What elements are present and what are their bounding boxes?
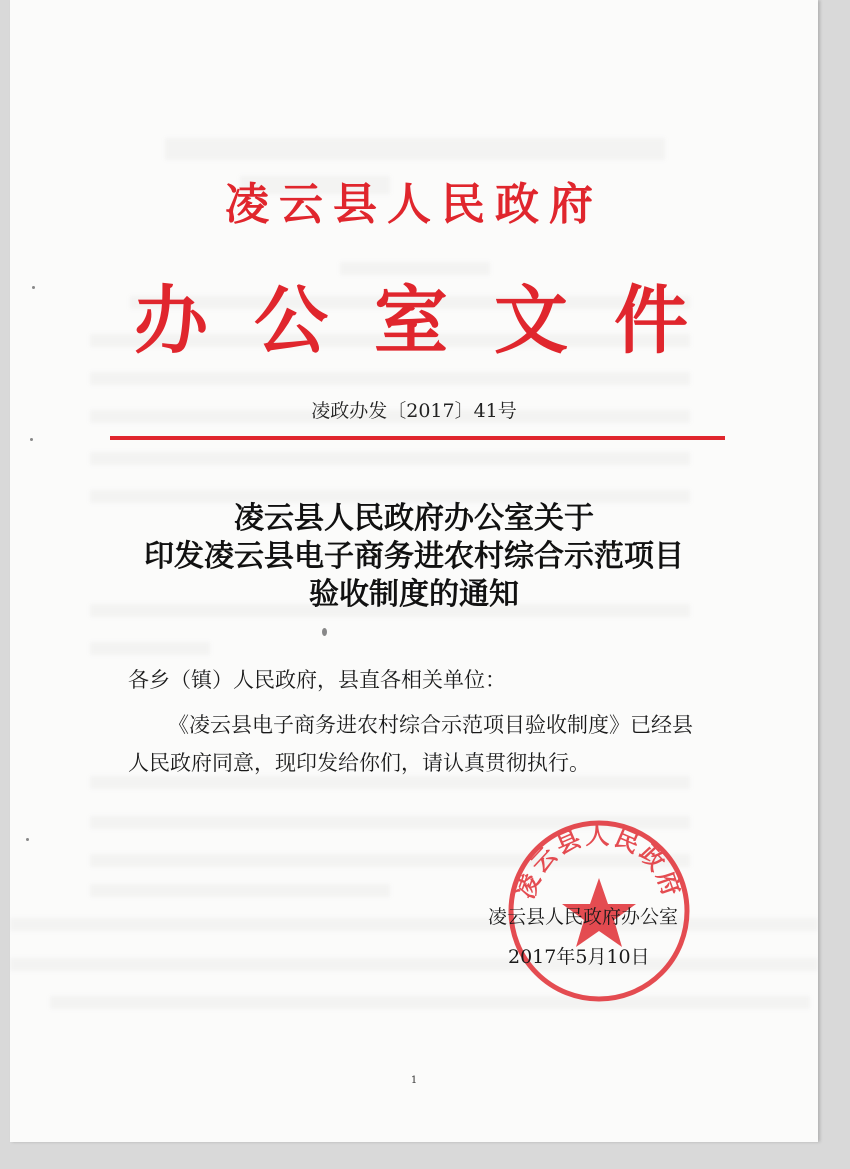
- issue-date: 2017年5月10日: [508, 946, 650, 968]
- scan-speck: [30, 438, 33, 441]
- document-number: 凌政办发〔2017〕41号: [311, 400, 517, 422]
- document-title: [10, 500, 818, 614]
- scan-speck: [322, 628, 327, 636]
- svg-text:凌云县人民政府: 凌云县人民政府: [510, 820, 688, 903]
- issuing-authority-header: 凌云县人民政府: [225, 179, 603, 230]
- page-number: 1: [410, 1075, 418, 1086]
- red-divider-line: [110, 436, 725, 440]
- title-line-2: 印发凌云县电子商务进农村综合示范项目: [144, 539, 684, 574]
- document-page: [10, 0, 818, 1142]
- scan-speck: [26, 838, 29, 841]
- title-line-1: 凌云县人民政府办公室关于: [234, 501, 594, 536]
- document-type-header: 办公室文件: [134, 278, 734, 364]
- body-paragraph: 《凌云县电子商务进农村综合示范项目验收制度》已经县人民政府同意，现印发给你们，请认真贯彻执行。: [128, 713, 693, 775]
- addressee-line: 各乡（镇）人民政府，县直各相关单位：: [128, 668, 506, 692]
- issuer-signature: 凌云县人民政府办公室: [488, 906, 679, 928]
- title-line-3: 验收制度的通知: [309, 577, 519, 612]
